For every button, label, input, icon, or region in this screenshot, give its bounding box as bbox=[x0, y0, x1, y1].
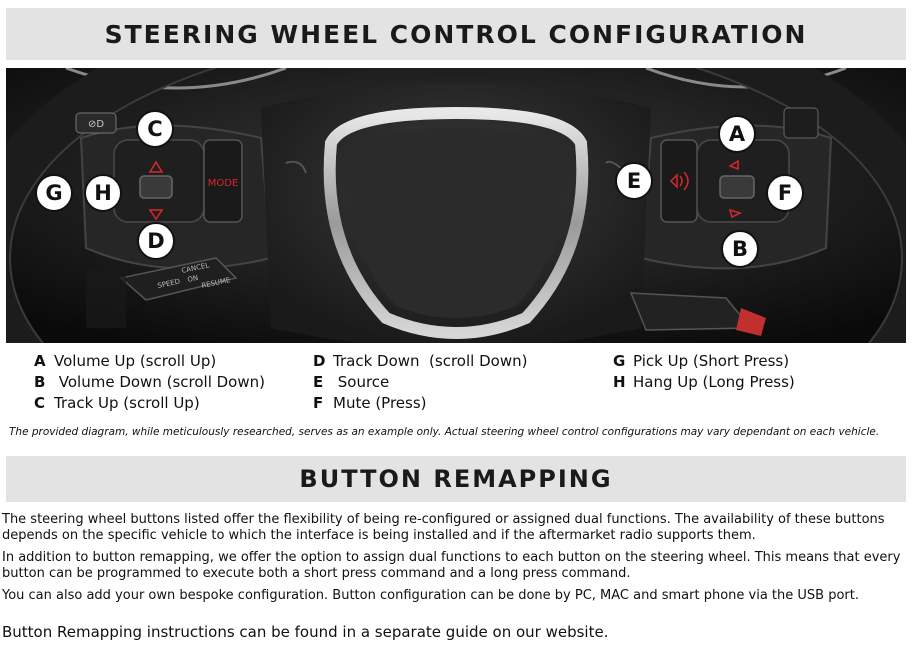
legend-text: Mute (Press) bbox=[333, 394, 427, 412]
legend-item-c bbox=[34, 393, 265, 414]
svg-text:⊘D: ⊘D bbox=[87, 119, 105, 130]
callout-a: A bbox=[718, 115, 756, 153]
legend-item-f bbox=[313, 393, 527, 414]
legend-key: H bbox=[613, 373, 626, 391]
source-button[interactable] bbox=[661, 140, 697, 222]
right-scroll-wheel[interactable] bbox=[720, 176, 754, 198]
legend-text: Track Down (scroll Down) bbox=[333, 352, 528, 370]
legend-key: D bbox=[313, 352, 326, 370]
legend-text: Hang Up (Long Press) bbox=[633, 373, 795, 391]
stalk-label-cancel: CANCEL bbox=[180, 261, 210, 275]
steering-wheel-photo bbox=[6, 68, 906, 343]
legend-key: A bbox=[34, 352, 46, 370]
left-scroll-wheel[interactable] bbox=[140, 176, 172, 198]
legend-item-h bbox=[613, 372, 795, 393]
legend-text: Source bbox=[333, 373, 390, 391]
legend-key: E bbox=[313, 373, 324, 391]
legend-item-d bbox=[313, 351, 527, 372]
legend-column-3 bbox=[613, 351, 795, 393]
stalk-label-speed: SPEED bbox=[156, 277, 181, 290]
remapping-paragraph-3: You can also add your own bespoke configuration. Button configuration can be done by PC, MAC and smart phone via the USB port. bbox=[2, 588, 859, 603]
stalk-label-on: ON bbox=[186, 273, 199, 284]
legend-text: Pick Up (Short Press) bbox=[633, 352, 790, 370]
legend-column-1 bbox=[34, 351, 265, 414]
callout-f: F bbox=[766, 174, 804, 212]
legend-item-g bbox=[613, 351, 795, 372]
legend-item-a bbox=[34, 351, 265, 372]
legend-item-e bbox=[313, 372, 527, 393]
remapping-section-title: BUTTON REMAPPING bbox=[6, 456, 906, 502]
callout-e: E bbox=[615, 162, 653, 200]
callout-h: H bbox=[84, 174, 122, 212]
legend-item-b bbox=[34, 372, 265, 393]
callout-b: B bbox=[721, 230, 759, 268]
legend-text: Track Up (scroll Up) bbox=[54, 394, 200, 412]
legend-text: Volume Down (scroll Down) bbox=[54, 373, 265, 391]
legend-key: F bbox=[313, 394, 324, 412]
callout-c: C bbox=[136, 110, 174, 148]
remapping-paragraph-1: The steering wheel buttons listed offer the flexibility of being re-configured or assigned dual functions. The availability of these buttons depends on the specific vehicle to which the interface is being installed and if the aftermarket radio supports them. bbox=[2, 512, 885, 543]
callout-d: D bbox=[137, 222, 175, 260]
disclaimer-note: The provided diagram, while meticulously researched, serves as an example only. Actual steering wheel control configurations may vary dependant on each vehicle. bbox=[9, 426, 880, 438]
stalk-label-resume: RESUME bbox=[200, 276, 232, 290]
legend-key: B bbox=[34, 373, 46, 391]
mode-button-label: MODE bbox=[207, 178, 239, 189]
remapping-instructions-note: Button Remapping instructions can be found in a separate guide on our website. bbox=[2, 623, 609, 641]
remapping-paragraph-2: In addition to button remapping, we offer the option to assign dual functions to each button on the steering wheel. This means that every button can be programmed to execute both a short press command and a long press command. bbox=[2, 550, 901, 581]
wiper-stalk bbox=[784, 108, 818, 138]
legend-text: Volume Up (scroll Up) bbox=[54, 352, 217, 370]
swc-section-title: STEERING WHEEL CONTROL CONFIGURATION bbox=[6, 8, 906, 60]
legend-key: C bbox=[34, 394, 46, 412]
legend-column-2 bbox=[313, 351, 527, 414]
callout-g: G bbox=[35, 174, 73, 212]
legend-key: G bbox=[613, 352, 626, 370]
